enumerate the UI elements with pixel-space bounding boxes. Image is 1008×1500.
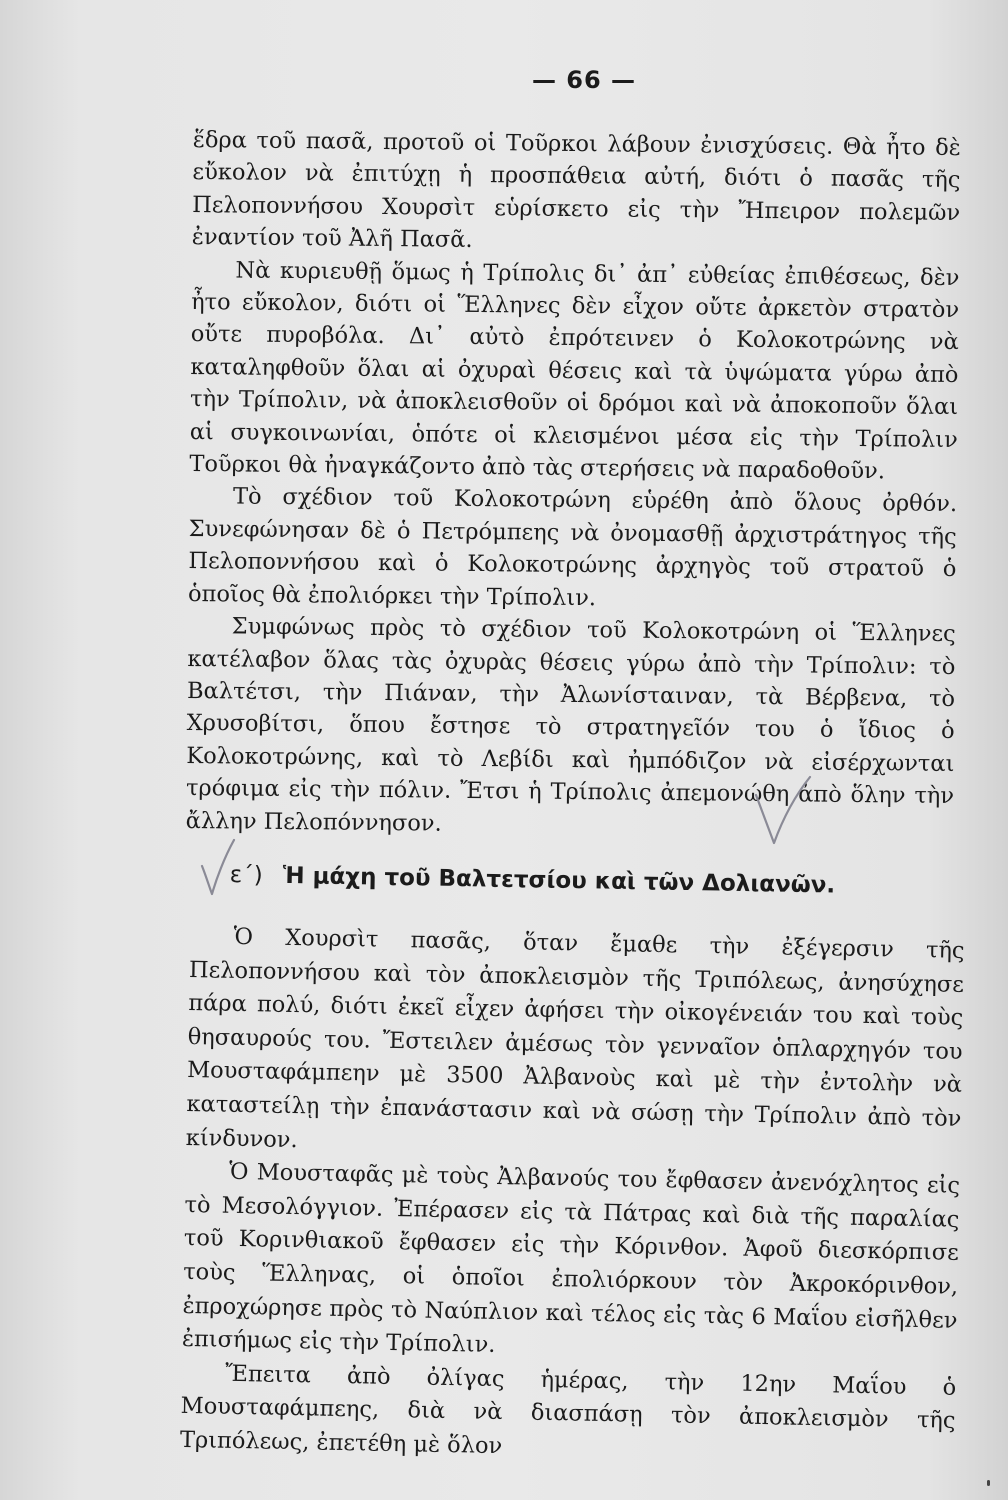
section-heading	[230, 862, 930, 900]
paragraph-plan-accepted: Τὸ σχέδιον τοῦ Κολοκοτρώνη εὑρέθη ἀπὸ ὅλους ὀρθόν. Συνεφώνησαν δὲ ὁ Πετρόμπεης νὰ ὀνομασθῇ ἀρχιστράτηγος τῆς Πελοποννήσου καὶ ὁ Κολοκοτρώνης ἀρχηγὸς τοῦ στρατοῦ ὁ ὁποῖος θὰ ἐπολιόρκει τὴν Τρίπολιν.	[187, 483, 958, 611]
section-title: Ἡ μάχη τοῦ Βαλτετσίου καὶ τῶν Δολιανῶν.	[282, 862, 836, 899]
text-block-top	[186, 124, 961, 845]
scan-speck	[987, 1480, 990, 1486]
paragraph-hursit-reaction: Ὁ Χουρσὶτ πασᾶς, ὅταν ἔμαθε τὴν ἐξέγερσιν τῆς Πελοποννήσου καὶ τὸν ἀποκλεισμὸν τῆς Τριπόλεως, ἀνησύχησε πάρα πολύ, διότι ἐκεῖ εἶχεν ἀφήσει τὴν οἰκογένειάν του καὶ τοὺς θησαυρούς του. Ἔστειλεν ἀμέσως τὸν γενναῖον ὁπλαρχηγόν του Μουσταφάμπεην μὲ 3500 Ἀλβανοὺς καὶ μὲ τὴν ἐντολὴν νὰ καταστείλῃ τὴν ἐπανάστασιν καὶ νὰ σώσῃ τὴν Τρίπολιν ἀπὸ τὸν κίνδυνον.	[185, 923, 965, 1153]
page-number: — 66 —	[531, 66, 637, 94]
paragraph-tripoli-siege-plan: Νὰ κυριευθῇ ὅμως ἡ Τρίπολις δι᾽ ἀπ᾽ εὐθείας ἐπιθέσεως, δὲν ἦτο εὔκολον, διότι οἱ Ἕλληνες δὲν εἶχον οὔτε ἀρκετὸν στρατὸν οὔτε πυροβόλα. Δι᾽ αὐτὸ ἐπρότεινεν ὁ Κολοκοτρώνης νὰ καταληφθοῦν ὅλαι αἱ ὀχυραὶ θέσεις καὶ τὰ ὑψώματα γύρω ἀπὸ τὴν Τρίπολιν, νὰ ἀποκλεισθοῦν οἱ δρόμοι καὶ νὰ ἀποκοποῦν ὅλαι αἱ συγκοινωνίαι, ὁπότε οἱ κλεισμένοι μέσα εἰς τὴν Τρίπολιν Τοῦρκοι θὰ ἠναγκάζοντο ἀπὸ τὰς στερήσεις νὰ παραδοθοῦν.	[189, 257, 960, 485]
section-label: ε΄)	[229, 862, 263, 889]
text-block-bottom	[180, 920, 965, 1472]
paragraph-mustafa-march: Ὁ Μουσταφᾶς μὲ τοὺς Ἀλβανούς του ἔφθασεν ἀνενόχλητος εἰς τὸ Μεσολόγγιον. Ἐπέρασεν εἰς τὰ Πάτρας καὶ διὰ τῆς παραλίας τοῦ Κορινθιακοῦ ἔφθασεν εἰς τὴν Κόρινθον. Ἀφοῦ διεσκόρπισε τοὺς Ἕλληνας, οἱ ὁποῖοι ἐπολιόρκουν τὸν Ἀκροκόρινθον, ἐπροχώρησε πρὸς τὸ Ναύπλιον καὶ τέλος εἰς τὰς 6 Μαΐου εἰσῆλθεν ἐπισήμως εἰς τὴν Τρίπολιν.	[181, 1158, 961, 1359]
checkmark-icon	[752, 775, 814, 847]
paragraph-continuation: ἕδρα τοῦ πασᾶ, προτοῦ οἱ Τοῦρκοι λάβουν ἐνισχύσεις. Θὰ ἦτο δὲ εὔκολον νὰ ἐπιτύχῃ ἡ προσπάθεια αὐτή, διότι ὁ πασᾶς τῆς Πελοποννήσου Χουρσὶτ εὑρίσκετο εἰς τὴν Ἤπειρον πολεμῶν ἐναντίον τοῦ Ἀλῆ Πασᾶ.	[191, 126, 961, 254]
paragraph-positions-taken: Συμφώνως πρὸς τὸ σχέδιον τοῦ Κολοκοτρώνη οἱ Ἕλληνες κατέλαβον ὅλας τὰς ὀχυρὰς θέσεις γύρω ἀπὸ τὴν Τρίπολιν: τὸ Βαλτέτσι, τὴν Πιάναν, τὴν Ἀλωνίσταιναν, τὰ Βέρβενα, τὸ Χρυσοβίτσι, ὅπου ἔστησε τὸ στρατηγεῖόν του ὁ ἴδιος ὁ Κολοκοτρώνης, καὶ τὸ Λεβίδι καὶ ἠμπόδιζον νὰ εἰσέρχωνται τρόφιμα εἰς τὴν πόλιν. Ἔτσι ἡ Τρίπολις ἀπεμονώθη ἀπὸ ὅλην τὴν ἄλλην Πελοπόννησον.	[185, 613, 956, 837]
paragraph-mustafa-attack: Ἔπειτα ἀπὸ ὀλίγας ἡμέρας, τὴν 12ην Μαΐου ὁ Μουσταφάμπεης, διὰ νὰ διασπάσῃ τὸν ἀποκλεισμὸν τῆς Τριπόλεως, ἐπετέθη μὲ ὅλον	[179, 1360, 957, 1459]
